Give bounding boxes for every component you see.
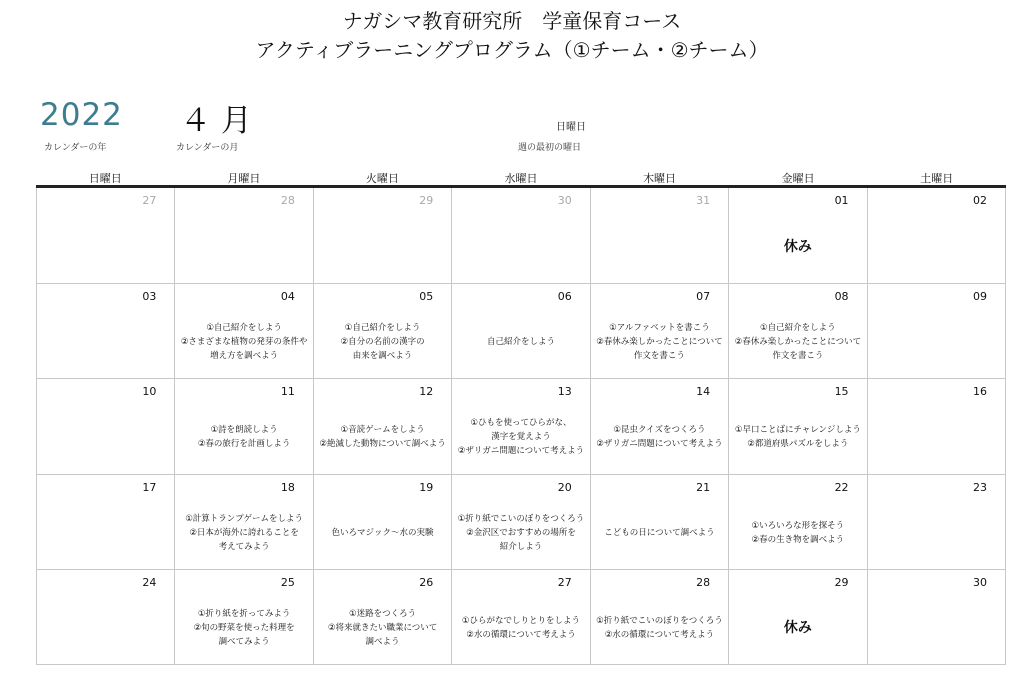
activity-text: 自己紹介をしよう bbox=[486, 337, 555, 348]
activity-text: ①早口ことばにチャレンジしよう ②都道府県パズルをしよう bbox=[734, 425, 861, 450]
day-cell[interactable] bbox=[868, 283, 1006, 378]
day-number: 22 bbox=[834, 480, 849, 494]
day-cell[interactable] bbox=[591, 378, 729, 473]
day-number: 31 bbox=[696, 194, 711, 207]
calendar-year: 2022 bbox=[40, 97, 123, 133]
activity-text: ①自己紹介をしよう ②自分の名前の漢字の 由来を調べよう bbox=[340, 323, 425, 362]
activity-text: ①昆虫クイズをつくろう ②ザリガニ問題について考えよう bbox=[596, 425, 723, 450]
activity-text: ①自己紹介をしよう ②春休み楽しかったことについて 作文を書こう bbox=[734, 323, 862, 362]
day-number: 02 bbox=[973, 194, 987, 207]
weekday-thursday: 木曜日 bbox=[643, 172, 677, 185]
activity-text: 色いろマジック～水の実験 bbox=[331, 527, 434, 538]
day-number: 24 bbox=[142, 575, 157, 589]
day-cell[interactable] bbox=[37, 569, 175, 664]
weekday-header bbox=[36, 170, 1006, 186]
day-number: 12 bbox=[419, 385, 434, 399]
day-cell[interactable] bbox=[175, 378, 313, 473]
day-cell[interactable] bbox=[314, 283, 452, 378]
day-number: 28 bbox=[280, 194, 295, 207]
day-cell[interactable] bbox=[868, 569, 1006, 664]
day-number: 09 bbox=[973, 290, 987, 304]
day-number: 27 bbox=[142, 194, 157, 207]
day-number: 03 bbox=[142, 290, 157, 304]
weekday-monday: 月曜日 bbox=[227, 172, 261, 185]
day-number: 21 bbox=[696, 480, 711, 494]
holiday-label: 休み bbox=[783, 238, 812, 255]
day-number: 14 bbox=[696, 385, 711, 399]
day-number: 11 bbox=[280, 385, 295, 399]
day-cell[interactable] bbox=[729, 474, 867, 569]
day-number: 29 bbox=[419, 194, 434, 207]
day-number: 26 bbox=[419, 575, 434, 589]
day-cell[interactable] bbox=[868, 188, 1006, 283]
calendar-year-label: カレンダーの年 bbox=[44, 143, 107, 153]
weekday-friday: 金曜日 bbox=[781, 172, 815, 185]
calendar-grid bbox=[36, 188, 1006, 665]
activity-text: こどもの日について調べよう bbox=[604, 527, 715, 538]
day-cell[interactable] bbox=[868, 378, 1006, 473]
day-cell[interactable] bbox=[175, 188, 313, 283]
day-cell[interactable] bbox=[729, 378, 867, 473]
activity-text: ①いろいろな形を探そう ②春の生き物を調べよう bbox=[751, 520, 845, 545]
day-cell[interactable] bbox=[452, 283, 590, 378]
day-number: 06 bbox=[557, 290, 572, 304]
calendar-month: ４ 月 bbox=[180, 103, 252, 139]
day-cell[interactable] bbox=[314, 188, 452, 283]
day-cell[interactable] bbox=[37, 188, 175, 283]
day-number: 01 bbox=[834, 194, 849, 207]
day-cell[interactable] bbox=[868, 474, 1006, 569]
day-cell[interactable] bbox=[452, 188, 590, 283]
activity-text: ①折り紙でこいのぼりをつくろう ②水の循環について考えよう bbox=[596, 615, 723, 640]
page-title: ナガシマ教育研究所 学童保育コース bbox=[342, 9, 682, 33]
weekday-wednesday: 水曜日 bbox=[504, 172, 538, 185]
day-number: 05 bbox=[419, 290, 434, 304]
day-cell[interactable] bbox=[452, 378, 590, 473]
day-cell[interactable] bbox=[591, 474, 729, 569]
activity-text: ①音読ゲームをしよう ②絶滅した動物について調べよう bbox=[319, 425, 446, 450]
day-number: 15 bbox=[834, 385, 849, 399]
day-number: 30 bbox=[973, 575, 987, 589]
day-number: 23 bbox=[973, 480, 987, 494]
day-number: 30 bbox=[557, 194, 572, 207]
activity-text: ①ひらがなでしりとりをしよう ②水の循環について考えよう bbox=[461, 615, 581, 640]
first-weekday-value: 日曜日 bbox=[556, 122, 586, 133]
activity-text: ①アルファベットを書こう ②春休み楽しかったことについて 作文を書こう bbox=[596, 323, 723, 362]
activity-text: ①自己紹介をしよう ②さまざまな植物の発芽の条件や 増え方を調べよう bbox=[180, 323, 308, 362]
activity-text: ①詩を朗読しよう ②春の旅行を計画しよう bbox=[197, 425, 291, 450]
day-number: 17 bbox=[142, 480, 157, 494]
day-cell[interactable] bbox=[452, 474, 590, 569]
day-cell[interactable] bbox=[591, 569, 729, 664]
day-cell[interactable] bbox=[175, 474, 313, 569]
day-number: 20 bbox=[557, 480, 572, 494]
day-cell[interactable] bbox=[175, 569, 313, 664]
day-cell[interactable] bbox=[175, 283, 313, 378]
first-weekday-label: 週の最初の曜日 bbox=[518, 143, 582, 153]
weekday-saturday: 土曜日 bbox=[920, 172, 954, 185]
day-cell[interactable] bbox=[591, 188, 729, 283]
day-number: 08 bbox=[834, 290, 849, 304]
weekday-sunday: 日曜日 bbox=[88, 172, 122, 185]
day-cell[interactable] bbox=[37, 378, 175, 473]
day-number: 07 bbox=[696, 290, 711, 304]
activity-text: ①ひもを使ってひらがな、 漢字を覚えよう ②ザリガニ問題について考えよう bbox=[457, 418, 585, 457]
day-number: 04 bbox=[280, 290, 295, 304]
day-number: 16 bbox=[973, 385, 987, 399]
calendar-month-label: カレンダーの月 bbox=[176, 143, 239, 153]
day-cell[interactable] bbox=[314, 378, 452, 473]
day-cell[interactable] bbox=[452, 569, 590, 664]
day-cell[interactable] bbox=[729, 569, 867, 664]
day-cell[interactable] bbox=[314, 569, 452, 664]
day-number: 28 bbox=[696, 575, 711, 589]
activity-text: ①折り紙でこいのぼりをつくろう ②金沢区でおすすめの場所を 紹介しよう bbox=[457, 513, 585, 552]
activity-text: ①折り紙を折ってみよう ②旬の野菜を使った料理を 調べてみよう bbox=[193, 608, 295, 647]
weekday-tuesday: 火曜日 bbox=[365, 172, 399, 185]
day-cell[interactable] bbox=[729, 283, 867, 378]
day-cell[interactable] bbox=[37, 283, 175, 378]
day-cell[interactable] bbox=[37, 474, 175, 569]
day-cell[interactable] bbox=[314, 474, 452, 569]
day-cell[interactable] bbox=[591, 283, 729, 378]
day-number: 19 bbox=[419, 480, 434, 494]
page-subtitle: アクティブラーニングプログラム（①チーム・②チーム） bbox=[255, 38, 769, 62]
holiday-label: 休み bbox=[783, 619, 812, 636]
day-number: 27 bbox=[557, 575, 572, 589]
day-number: 25 bbox=[280, 575, 295, 589]
day-number: 18 bbox=[280, 480, 295, 494]
day-number: 29 bbox=[834, 575, 849, 589]
day-number: 13 bbox=[557, 385, 572, 399]
day-cell[interactable] bbox=[729, 188, 867, 283]
activity-text: ①計算トランプゲームをしよう ②日本が海外に誇れることを 考えてみよう bbox=[185, 513, 304, 552]
activity-text: ①迷路をつくろう ②将来就きたい職業について 調べよう bbox=[327, 608, 438, 647]
day-number: 10 bbox=[142, 385, 157, 399]
